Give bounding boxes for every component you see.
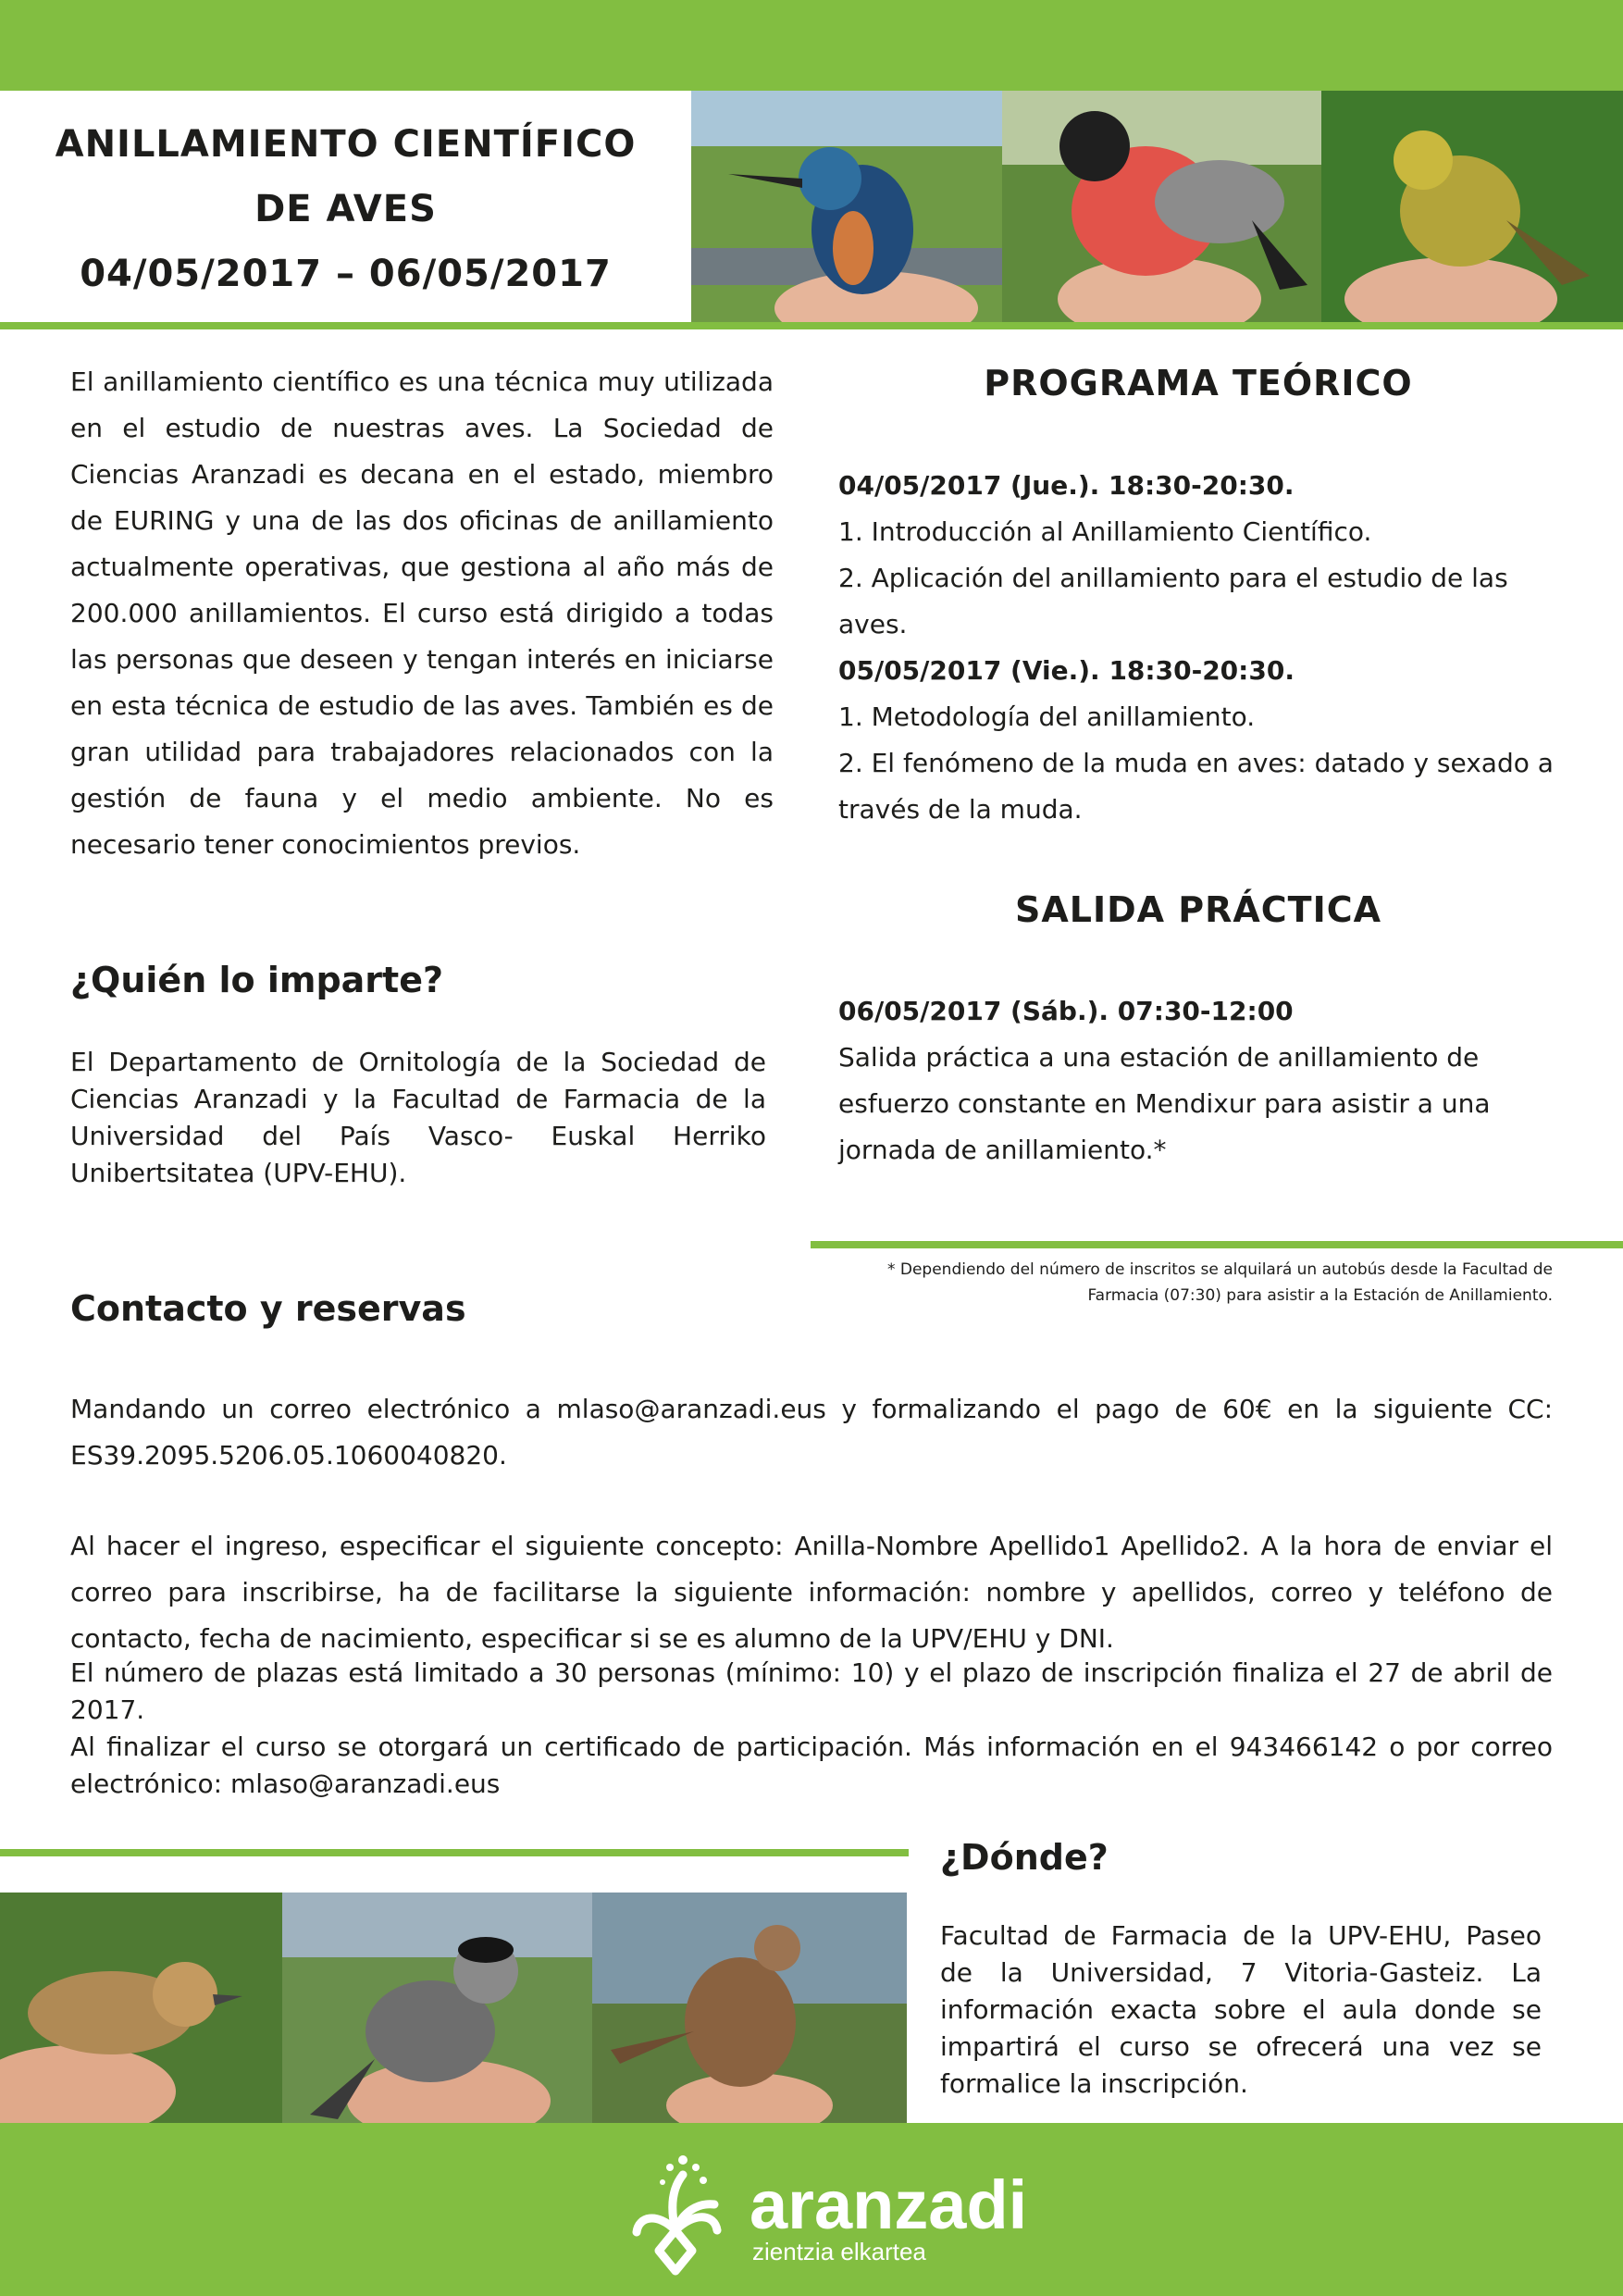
programa-day-2: 05/05/2017 (Vie.). 18:30-20:30. xyxy=(838,655,1295,686)
photo-warbler xyxy=(0,1893,282,2123)
contact-paragraph-2: Al hacer el ingreso, especificar el siguiente concepto: Anilla-Nombre Apellido1 Apellido2. A la hora de enviar el correo para inscribirse, ha de facilitarse la siguiente información: nombre y apellidos, correo y teléfono de contacto, fecha de nacimiento, especificar si se es alumno de la UPV/EHU y DNI. xyxy=(70,1531,1553,1654)
photo-wryneck xyxy=(592,1893,907,2123)
salida-title: SALIDA PRÁCTICA xyxy=(1014,889,1382,930)
salida-day: 06/05/2017 (Sáb.). 07:30-12:00 xyxy=(838,996,1294,1026)
photo-blackcap xyxy=(282,1893,592,2123)
programa-list xyxy=(838,463,1560,833)
salida-text: Salida práctica a una estación de anillamiento de esfuerzo constante en Mendixur para asistir a una jornada de anillamiento.* xyxy=(838,1042,1491,1165)
divider-bottom xyxy=(0,1849,909,1856)
who-title: ¿Quién lo imparte? xyxy=(70,960,444,1000)
divider-middle xyxy=(811,1241,1623,1248)
programa-day-1-item-2: 2. Aplicación del anillamiento para el estudio de las aves. xyxy=(838,563,1508,639)
contact-paragraphs-3-4 xyxy=(70,1655,1553,1803)
divider-top xyxy=(0,322,1623,329)
donde-title: ¿Dónde? xyxy=(940,1837,1109,1878)
page-title xyxy=(0,91,691,324)
donde-text: Facultad de Farmacia de la UPV-EHU, Paseo de la Universidad, 7 Vitoria-Gasteiz. La información exacta sobre el aula donde se impartirá el curso se ofrecerá una vez se formalice la inscripción. xyxy=(940,1920,1542,2099)
contact-title: Contacto y reservas xyxy=(70,1288,466,1329)
contact-paragraph-4: Al finalizar el curso se otorgará un certificado de participación. Más información en el 943466142 o por correo electrónico: mlaso@aranzadi.eus xyxy=(70,1731,1553,1799)
programa-day-1: 04/05/2017 (Jue.). 18:30-20:30. xyxy=(838,470,1295,501)
logo-emblem-icon xyxy=(637,2175,717,2271)
intro-text: El anillamiento científico es una técnica muy utilizada en el estudio de nuestras aves. La Sociedad de Ciencias Aranzadi es decana en el estado, miembro de EURING y una de las dos oficinas de anillamiento actualmente operativas, que gestiona al año más de 200.000 anillamientos. El curso está dirigido a todas las personas que deseen y tengan interés en iniciarse en esta técnica de estudio de las aves. También es de gran utilidad para trabajadores relacionados con la gestión de fauna y el medio ambiente. No es necesario tener conocimientos previos. xyxy=(70,366,774,860)
who-text: El Departamento de Ornitología de la Sociedad de Ciencias Aranzadi y la Facultad de Farmacia de la Universidad del País Vasco- Euskal Herriko Unibertsitatea (UPV-EHU). xyxy=(70,1047,766,1188)
photo-serin xyxy=(1321,91,1623,324)
footnote: * Dependiendo del número de inscritos se alquilará un autobús desde la Facultad de Farmacia (07:30) para asistir a la Estación de Anillamiento. xyxy=(886,1260,1553,1305)
programa-day-2-item-1: 1. Metodología del anillamiento. xyxy=(838,701,1256,732)
title-dates: 04/05/2017 – 06/05/2017 xyxy=(80,253,612,295)
logo-tagline: zientzia elkartea xyxy=(752,2238,926,2265)
contact-paragraph-1: Mandando un correo electrónico a mlaso@aranzadi.eus y formalizando el pago de 60€ en la siguiente CC: ES39.2095.5206.05.1060040820. xyxy=(70,1394,1553,1471)
photo-kingfisher xyxy=(691,91,1002,324)
salida-block xyxy=(838,988,1560,1173)
title-line-1: ANILLAMIENTO CIENTÍFICO xyxy=(55,123,637,166)
photo-bullfinch xyxy=(1002,91,1321,324)
programa-title: PROGRAMA TEÓRICO xyxy=(984,363,1413,403)
top-green-bar xyxy=(0,0,1623,91)
aranzadi-logo[interactable] xyxy=(629,2147,1055,2277)
programa-day-2-item-2: 2. El fenómeno de la muda en aves: datado y sexado a través de la muda. xyxy=(838,748,1554,825)
contact-paragraph-3: El número de plazas está limitado a 30 personas (mínimo: 10) y el plazo de inscripción finaliza el 27 de abril de 2017. xyxy=(70,1657,1553,1725)
title-line-2: DE AVES xyxy=(254,188,437,230)
programa-day-1-item-1: 1. Introducción al Anillamiento Científico. xyxy=(838,516,1372,547)
logo-name: aranzadi xyxy=(750,2166,1028,2243)
